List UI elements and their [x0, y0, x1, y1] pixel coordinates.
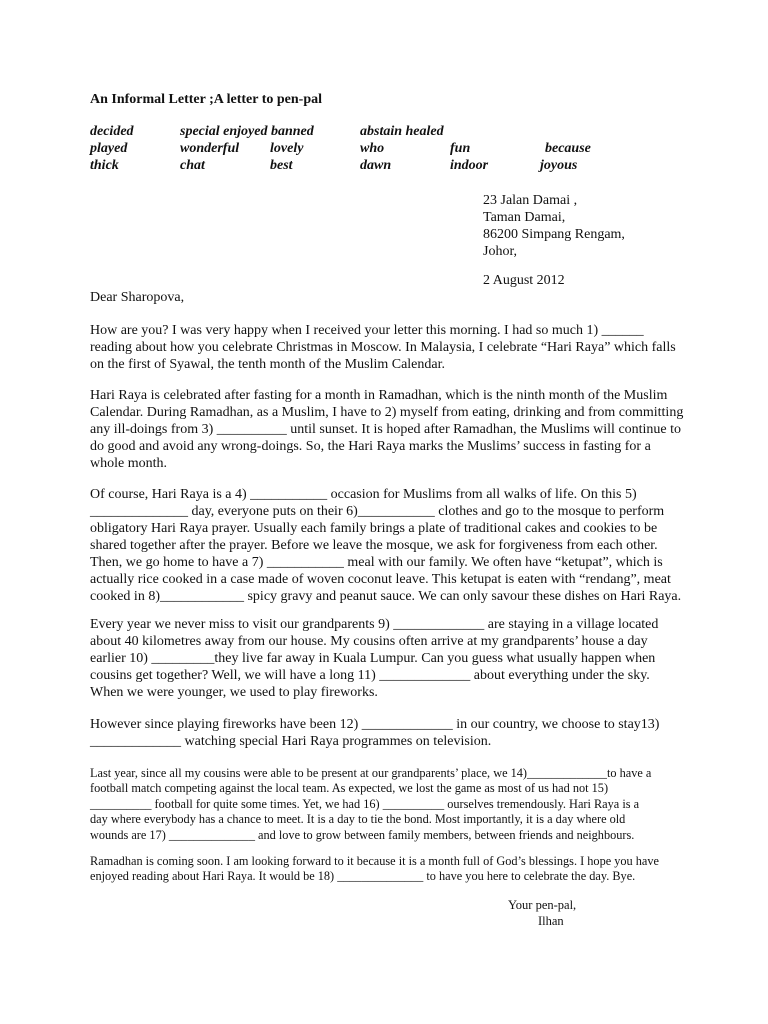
text-line: Of course, Hari Raya is a 4) ___________ occasion for Muslims from all walks of life. On this 5) — [90, 487, 637, 502]
paragraph-7 — [90, 854, 690, 885]
text-line: day where everybody has a chance to meet. It is a day to tie the bond. Most importantly, it is a day where old — [90, 812, 626, 827]
text-line: How are you? I was very happy when I received your letter this morning. I had so much 1) ______ — [90, 323, 644, 338]
text-line: shared together after the prayer. Before we leave the mosque, we ask for forgiveness from each other. — [90, 538, 658, 553]
text-line: on the first of Syawal, the tenth month of the Muslim Calendar. — [90, 357, 445, 372]
text-line: When we were younger, we used to play fireworks. — [90, 685, 378, 700]
text-line: Ramadhan is coming soon. I am looking forward to it because it is a month full of God’s blessings. I hope you have — [90, 854, 659, 868]
text-line: whole month. — [90, 456, 167, 471]
word-bank-item: lovely — [270, 141, 304, 156]
word-bank-item: fun — [450, 141, 471, 156]
word-bank-item: joyous — [540, 158, 578, 173]
signoff — [508, 898, 576, 929]
word-bank-item: because — [545, 141, 591, 156]
letter-date: 2 August 2012 — [483, 273, 565, 288]
word-bank-item: chat — [180, 158, 205, 173]
paragraph-1 — [90, 322, 690, 373]
text-line: actually rice cooked in a case made of woven coconut leave. This ketupat is eaten with “rendang”, meat — [90, 572, 671, 587]
signature-name: Ilhan — [538, 913, 564, 928]
address-line: 23 Jalan Damai , — [483, 193, 578, 208]
letter-title: An Informal Letter ;A letter to pen-pal — [90, 92, 322, 107]
text-line: Hari Raya is celebrated after fasting for a month in Ramadhan, which is the ninth month of the Muslim — [90, 388, 668, 403]
paragraph-2 — [90, 387, 690, 472]
closing: Your pen-pal, — [508, 898, 577, 912]
text-line: Every year we never miss to visit our grandparents 9) _____________ are staying in a village located — [90, 617, 659, 632]
text-line: about 40 kilometres away from our house. My cousins often arrive at my grandparents’ house a day — [90, 634, 648, 649]
text-line: reading about how you celebrate Christmas in Moscow. In Malaysia, I celebrate “Hari Raya” which falls — [90, 340, 676, 355]
text-line: football match competing against the local team. As expected, we lost the game as most of us had not 15) — [90, 781, 609, 796]
word-bank-item: wonderful — [180, 141, 240, 156]
text-line: enjoyed reading about Hari Raya. It would be 18) ______________ to have you here to celebrate the day. Bye. — [90, 869, 636, 884]
salutation: Dear Sharopova, — [90, 290, 185, 305]
text-line: Then, we go home to have a 7) ___________ meal with our family. We often have “ketupat”, which is — [90, 555, 663, 570]
address-line: 86200 Simpang Rengam, — [483, 227, 625, 242]
text-line: Last year, since all my cousins were able to be present at our grandparents’ place, we 14)_____________to have a — [90, 766, 652, 780]
word-bank-item: who — [360, 141, 385, 156]
word-bank-item: thick — [90, 158, 119, 173]
address-line: Taman Damai, — [483, 210, 566, 225]
text-line: However since playing fireworks have been 12) _____________ in our country, we choose to stay13) — [90, 717, 660, 732]
word-bank-item: indoor — [450, 158, 489, 173]
text-line: wounds are 17) ______________ and love to grow between family members, between friends and neighbours. — [90, 827, 635, 842]
text-line: obligatory Hari Raya prayer. Usually each family brings a plate of traditional cakes and cookies to be — [90, 521, 658, 536]
address-line: Johor, — [483, 244, 518, 259]
text-line: cooked in 8)____________ spicy gravy and peanut sauce. We can only savour these dishes on Hari Raya. — [90, 589, 682, 604]
text-line: Calendar. During Ramadhan, as a Muslim, I have to 2) myself from eating, drinking and from committing — [90, 405, 684, 420]
word-bank-item: abstain healed — [360, 124, 444, 139]
paragraph-5 — [90, 716, 690, 750]
sender-address — [483, 192, 625, 260]
word-bank-item: played — [90, 141, 128, 156]
text-line: __________ football for quite some times. Yet, we had 16) __________ ourselves tremendously. Hari Raya is a — [90, 796, 640, 811]
text-line: any ill-doings from 3) __________ until sunset. It is hoped after Ramadhan, the Muslims will continue to — [90, 422, 682, 437]
paragraph-3 — [90, 486, 690, 605]
word-bank-item: decided — [90, 124, 134, 139]
text-line: earlier 10) _________they live far away in Kuala Lumpur. Can you guess what usually happen when — [90, 651, 656, 666]
text-line: _____________ watching special Hari Raya programmes on television. — [90, 734, 492, 749]
paragraph-4 — [90, 616, 690, 701]
text-line: do good and avoid any wrong-doings. So, the Hari Raya marks the Muslims’ success in fasting for a — [90, 439, 651, 454]
text-line: cousins get together? Well, we will have a long 11) _____________ about everything under the sky. — [90, 668, 650, 683]
text-line: ______________ day, everyone puts on their 6)___________ clothes and go to the mosque to perform — [90, 504, 665, 519]
word-bank-item: special enjoyed banned — [180, 124, 314, 139]
word-bank-item: dawn — [360, 158, 392, 173]
word-bank-item: best — [270, 158, 293, 173]
paragraph-6 — [90, 766, 690, 843]
